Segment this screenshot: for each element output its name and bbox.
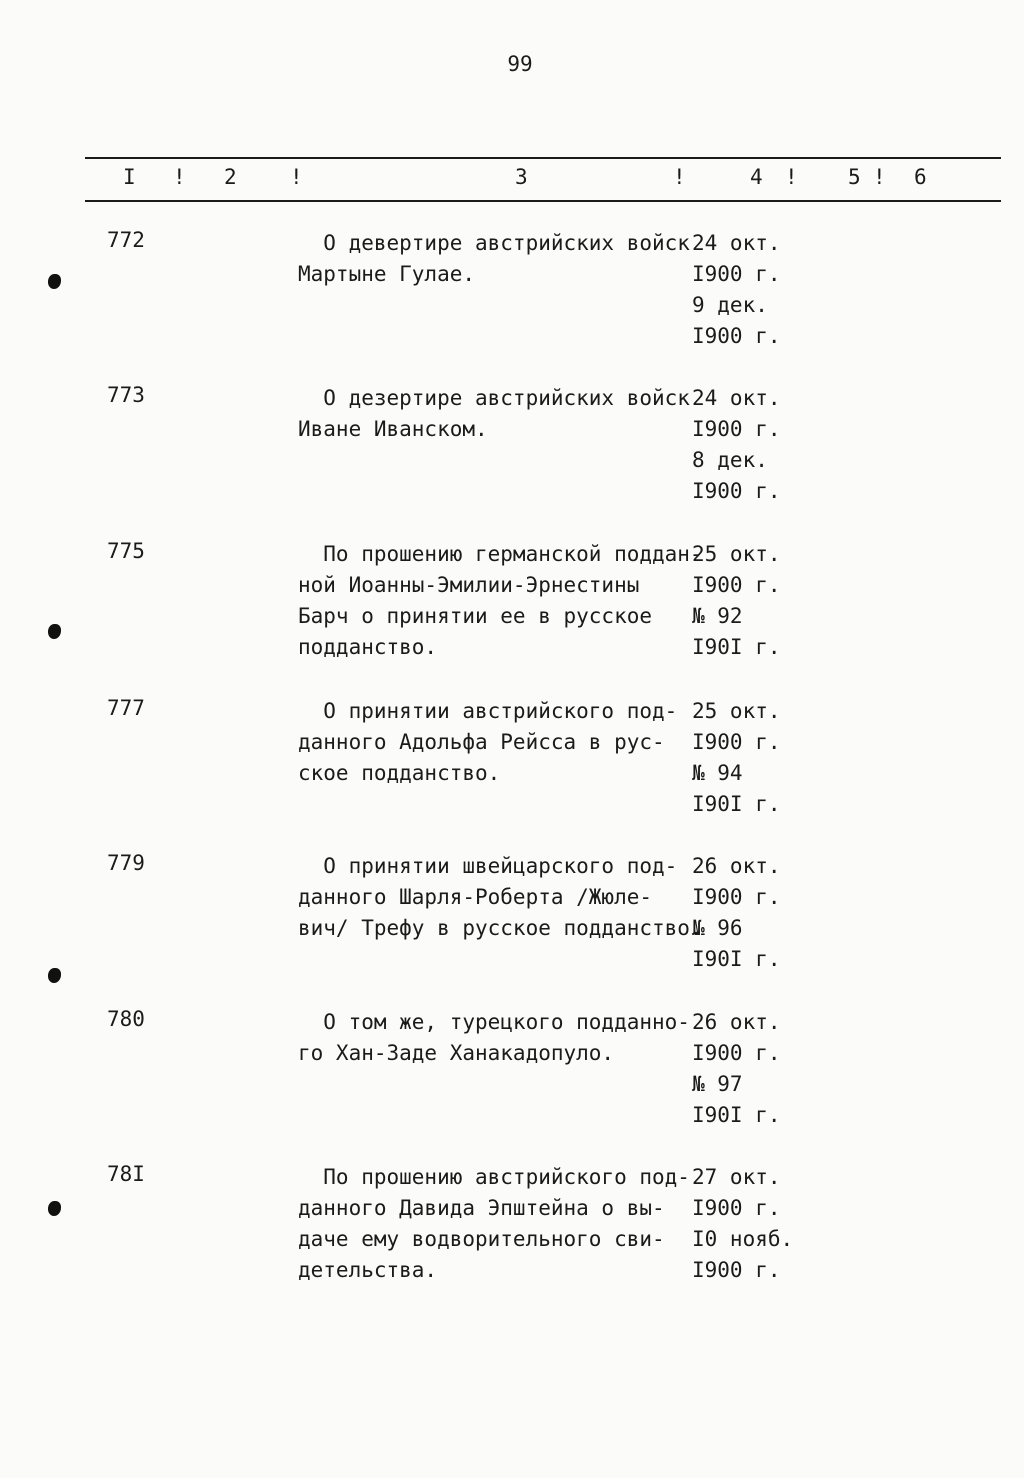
entry-dates: 24 окт. I900 г. 9 дек. I900 г.: [692, 231, 781, 348]
column-header-6: 6: [914, 165, 927, 189]
entry-dates: 25 окт. I900 г. № 92 I90I г.: [692, 542, 781, 659]
header-top-rule: [85, 157, 1001, 159]
entry-dates: 27 окт. I900 г. I0 нояб. I900 г.: [692, 1165, 794, 1282]
entry-description: О девертире австрийских войск Мартыне Гулае.: [298, 231, 690, 286]
column-separator: !: [785, 165, 798, 189]
binding-hole-mark: [48, 624, 61, 639]
entry-number: 773: [107, 383, 145, 407]
entry-number: 772: [107, 228, 145, 252]
header-bottom-rule: [85, 200, 1001, 202]
entry-description: О принятии австрийского под- данного Адольфа Рейсса в рус- ское подданство.: [298, 699, 678, 785]
column-separator: !: [873, 165, 886, 189]
entry-number: 78I: [107, 1162, 145, 1186]
entry-number: 775: [107, 539, 145, 563]
entry-dates: 26 окт. I900 г. № 97 I90I г.: [692, 1010, 781, 1127]
entry-description: О принятии швейцарского под- данного Шарля-Роберта /Жюле- вич/ Трефу в русское подданство.: [298, 854, 703, 940]
entry-dates: 26 окт. I900 г. № 96 I90I г.: [692, 854, 781, 971]
column-header-2: 2: [224, 165, 237, 189]
binding-hole-mark: [48, 274, 61, 289]
column-separator: !: [290, 165, 303, 189]
entry-number: 779: [107, 851, 145, 875]
column-header-3: 3: [515, 165, 528, 189]
entry-description: По прошению германской поддан- ной Иоанны-Эмилии-Эрнестины Барч о принятии ее в русское подданство.: [298, 542, 703, 659]
column-separator: !: [173, 165, 186, 189]
binding-hole-mark: [48, 1201, 61, 1216]
column-header-1: I: [123, 165, 136, 189]
entry-number: 780: [107, 1007, 145, 1031]
entry-number: 777: [107, 696, 145, 720]
column-header-4: 4: [750, 165, 763, 189]
column-separator: !: [673, 165, 686, 189]
page-number: 99: [507, 52, 533, 76]
entry-description: О том же, турецкого подданно- го Хан-Заде Ханакадопуло.: [298, 1010, 690, 1065]
entry-dates: 25 окт. I900 г. № 94 I90I г.: [692, 699, 781, 816]
column-header-row: [0, 165, 1024, 195]
entry-dates: 24 окт. I900 г. 8 дек. I900 г.: [692, 386, 781, 503]
entry-description: По прошению австрийского под- данного Давида Эпштейна о вы- даче ему водворительного сви- детельства.: [298, 1165, 690, 1282]
entry-description: О дезертире австрийских войск Иване Иванском.: [298, 386, 690, 441]
binding-hole-mark: [48, 968, 61, 983]
column-header-5: 5: [848, 165, 861, 189]
